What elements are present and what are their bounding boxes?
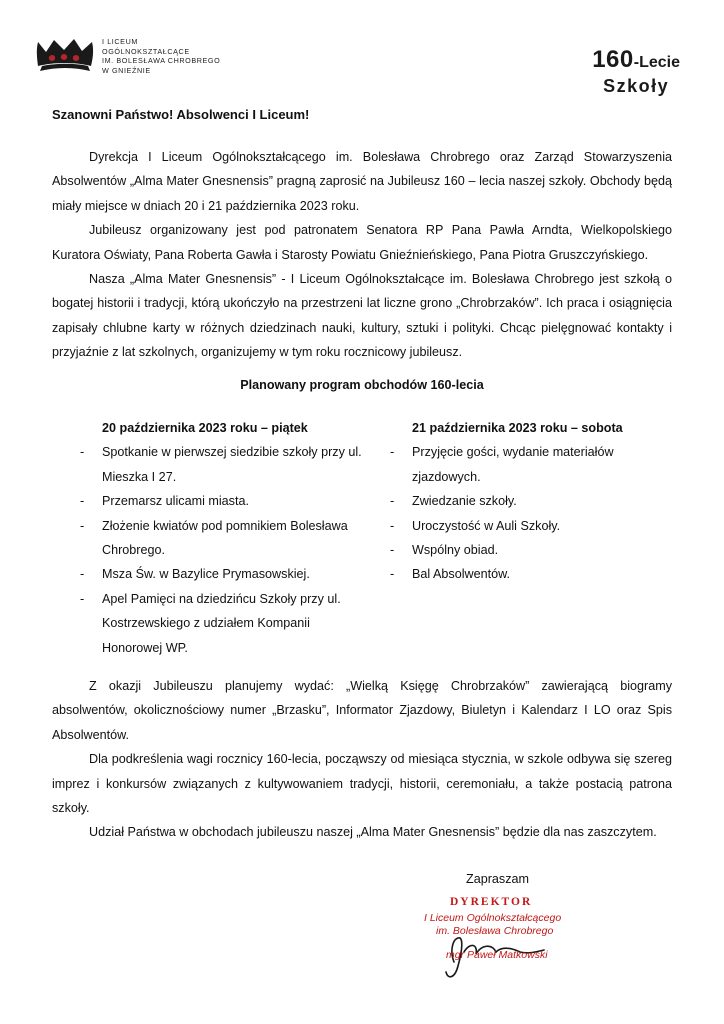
- list-item: [78, 440, 368, 489]
- bullet: -: [80, 445, 85, 460]
- director-name: mgr Paweł Matkowski: [446, 949, 548, 961]
- greeting: Szanowni Państwo! Absolwenci I Liceum!: [52, 107, 310, 122]
- paragraph: Dyrekcja I Liceum Ogólnokształcącego im. Bolesława Chrobrego oraz Zarząd Stowarzyszenia Absolwentów „Alma Mater Gnesnensis” pragną zaprosić na Jubileusz 160 – lecia naszej szkoły. Obchody będą miały miejsce w dniach 20 i 21 października 2023 roku.: [52, 150, 672, 213]
- paragraph: Jubileusz organizowany jest pod patronatem Senatora RP Pana Pawła Arndta, Wielkopolskiego Kuratora Oświaty, Pana Roberta Gawła i Starosty Powiatu Gnieźnieńskiego, Pana Piotra Gruszczyńskiego.: [52, 223, 672, 262]
- invite-text: Zapraszam: [466, 872, 529, 886]
- list-item-text: Msza Św. w Bazylice Prymasowskiej.: [102, 567, 310, 582]
- list-item-text: Zwiedzanie szkoły.: [412, 494, 517, 509]
- paragraph: Z okazji Jubileuszu planujemy wydać: „Wielką Księgę Chrobrzaków” zawierającą biogramy absolwentów, okolicznościowy numer „Brzasku”, Informator Zjazdowy, Biuletyn i Kalendarz I LO oraz Spis Absolwentów.: [52, 679, 672, 742]
- school-name-block: [102, 37, 220, 75]
- list-item-text: Bal Absolwentów.: [412, 567, 511, 582]
- paragraph: Nasza „Alma Mater Gnesnensis” - I Liceum Ogólnokształcące im. Bolesława Chrobrego jest szkołą o bogatej historii i tradycji, którą ukończyło na przestrzeni lat liczne grono „Chrobrzaków”. Ich praca i osiągnięcia zapisały chlubne karty w różnych dziedzinach nauki, kultury, sztuki i polityki. Chcąc pielęgnować kontakty i przyjaźnie z lat szkolnych, organizujemy w tym roku rocznicowy jubileusz.: [52, 272, 672, 360]
- list-item: [78, 562, 368, 586]
- day1-list: [78, 440, 368, 660]
- list-item: [388, 440, 678, 489]
- school-name-line: I LICEUM: [102, 37, 138, 46]
- crown-logo-icon: [34, 36, 96, 74]
- program-day1: [78, 416, 368, 660]
- bullet: -: [80, 567, 85, 582]
- bullet: -: [390, 543, 395, 558]
- anniversary-number: 160: [592, 46, 634, 73]
- anniversary-word: -Lecie: [633, 54, 680, 71]
- list-item: [78, 514, 368, 563]
- program-title: Planowany program obchodów 160-lecia: [240, 378, 484, 392]
- paragraph: Dla podkreślenia wagi rocznicy 160-lecia, począwszy od miesiąca stycznia, w szkole odbywa się szereg imprez i konkursów związanych z kultywowaniem tradycji, historii, ceremoniału, a także postacią patrona szkoły.: [52, 752, 672, 816]
- list-item: [388, 514, 678, 538]
- school-name-line: W GNIEŹNIE: [102, 65, 151, 75]
- school-name-line: IM. BOLESŁAWA CHROBREGO: [102, 56, 221, 66]
- intro-section: [52, 145, 672, 365]
- bullet: -: [390, 518, 395, 533]
- bullet: -: [390, 445, 395, 460]
- list-item-text: Uroczystość w Auli Szkoły.: [412, 518, 561, 533]
- day1-heading: 20 października 2023 roku – piątek: [102, 421, 308, 435]
- list-item: [388, 562, 678, 586]
- list-item-text: Przemarsz ulicami miasta.: [102, 494, 249, 509]
- bullet: -: [80, 494, 85, 509]
- list-item: [388, 489, 678, 513]
- bullet: -: [390, 567, 395, 582]
- anniversary-mark: [592, 46, 680, 97]
- list-item: [78, 489, 368, 513]
- bullet: -: [80, 591, 85, 606]
- list-item-text: Wspólny obiad.: [412, 543, 499, 558]
- bullet: -: [390, 494, 395, 509]
- anniversary-line2: Szkoły: [603, 76, 670, 96]
- list-item-text: Apel Pamięci na dziedzińcu Szkoły przy ul. Kostrzewskiego z udziałem Kompanii Honorowej WP.: [102, 591, 341, 655]
- bullet: -: [80, 518, 85, 533]
- day2-list: [388, 440, 678, 586]
- list-item: [78, 587, 368, 660]
- list-item-text: Przyjęcie gości, wydanie materiałów zjazdowych.: [412, 445, 614, 484]
- list-item: [388, 538, 678, 562]
- list-item-text: Spotkanie w pierwszej siedzibie szkoły przy ul. Mieszka I 27.: [102, 445, 362, 484]
- director-title: DYREKTOR: [450, 896, 533, 908]
- closing-section: [52, 674, 672, 845]
- school-name-line: OGÓLNOKSZTAŁCĄCE: [102, 46, 190, 56]
- day2-heading: 21 października 2023 roku – sobota: [412, 421, 623, 435]
- program-day2: [388, 416, 678, 587]
- stamp-line: im. Bolesława Chrobrego: [436, 925, 554, 937]
- stamp-line: I Liceum Ogólnokształcącego: [424, 912, 562, 924]
- list-item-text: Złożenie kwiatów pod pomnikiem Bolesława Chrobrego.: [102, 518, 348, 558]
- paragraph: Udział Państwa w obchodach jubileuszu naszej „Alma Mater Gnesnensis” będzie dla nas zaszczytem.: [89, 825, 657, 840]
